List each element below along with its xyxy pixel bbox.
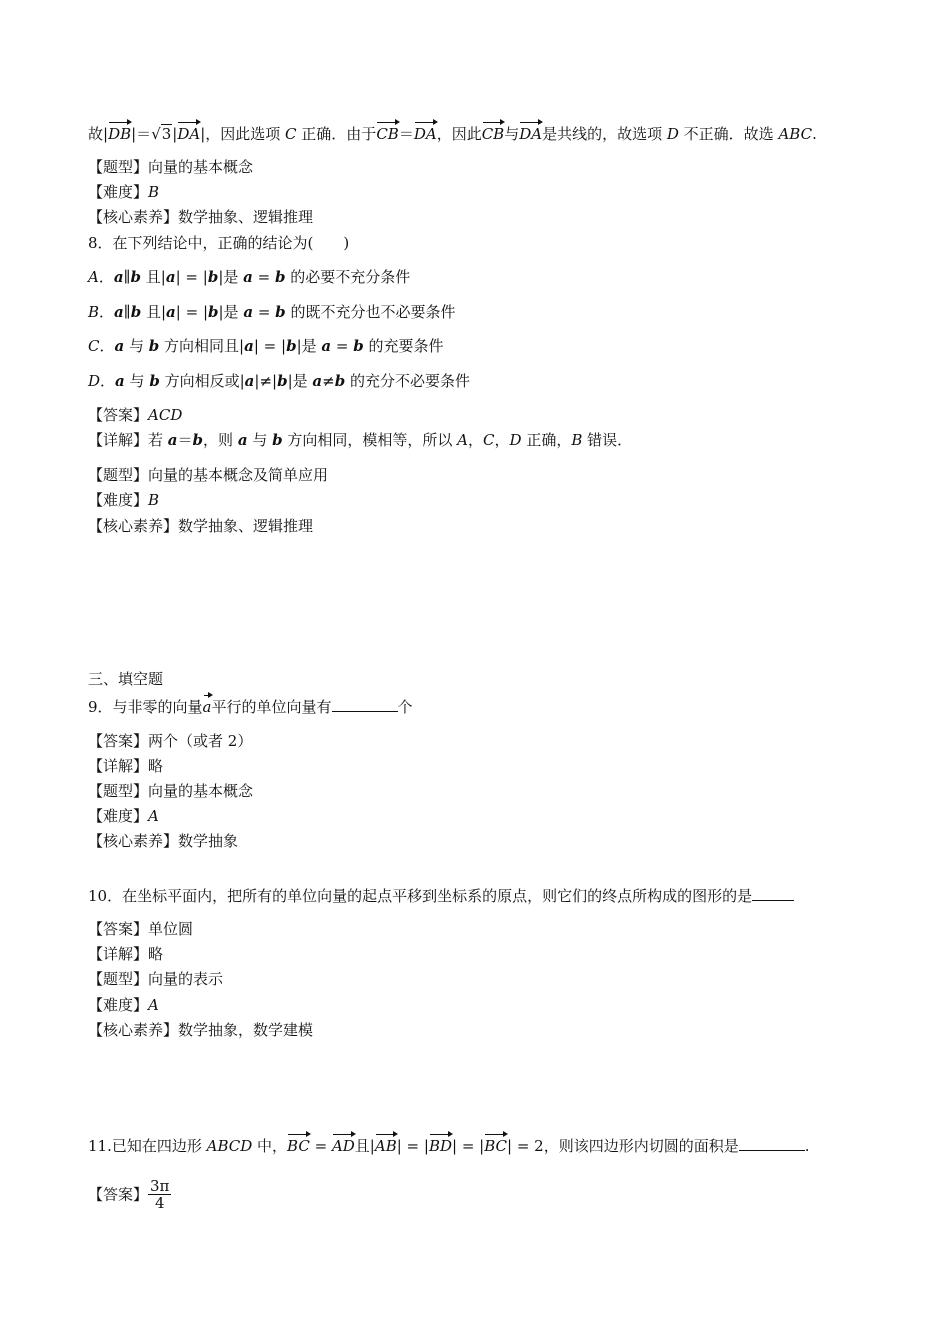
q9-difficulty: [88, 806, 159, 826]
label: 【难度】: [88, 491, 149, 509]
text: ≠: [322, 372, 335, 390]
text: 方向相同且|: [159, 337, 245, 355]
text: | = 2，则该四边形内切圆的面积是: [507, 1137, 739, 1155]
text: ，: [468, 431, 484, 449]
text: 平行的单位向量有: [211, 698, 332, 716]
value: 向量的基本概念及简单应用: [148, 466, 329, 484]
q9-core: [88, 831, 238, 851]
label: 【答案】: [88, 732, 149, 750]
vector-da: DA: [177, 125, 201, 143]
vec-a: a: [167, 431, 178, 449]
vec-a: a: [244, 337, 254, 355]
quad-name: ABCD: [206, 1137, 253, 1155]
label: 【难度】: [88, 996, 149, 1014]
label: 【答案】: [88, 1185, 149, 1204]
label: 【难度】: [88, 183, 149, 201]
vec-b: b: [208, 303, 219, 321]
text: | = |: [396, 1137, 429, 1155]
letter: C: [483, 431, 495, 449]
text: 9．与非零的向量: [88, 698, 203, 716]
value: 两个（或者 2）: [148, 732, 253, 750]
vector-bc: BC: [484, 1137, 507, 1155]
vec-a: a: [114, 303, 124, 321]
text: .: [804, 1137, 810, 1155]
vec-b: b: [353, 337, 364, 355]
text: | = |: [452, 1137, 485, 1155]
vec-a: a: [237, 431, 248, 449]
q8-option-a: [88, 267, 410, 287]
value: 数学抽象、逻辑推理: [178, 517, 314, 535]
vec-a: a: [243, 268, 253, 286]
vec-b: b: [272, 431, 283, 449]
q9-answer: [88, 731, 252, 751]
vec-b: b: [130, 303, 142, 321]
text: 且|: [354, 1137, 375, 1155]
text: 不正确．故选: [678, 125, 779, 143]
vec-b: b: [207, 268, 219, 286]
label: 【题型】: [88, 782, 149, 800]
text: 与: [124, 337, 149, 355]
vec-b: b: [286, 337, 297, 355]
text: 正确，: [521, 431, 572, 449]
equals: ＝: [398, 125, 414, 143]
radicand: 3: [161, 125, 172, 143]
text: 与: [124, 372, 150, 390]
text: |是: [218, 303, 244, 321]
value: B: [148, 183, 160, 201]
q10-difficulty: [88, 995, 159, 1015]
q8-type: [88, 465, 328, 485]
vec-b: b: [148, 337, 160, 355]
denominator: 4: [154, 1194, 165, 1212]
q8-difficulty: [88, 490, 159, 510]
q7-difficulty: [88, 182, 159, 202]
text: 与: [504, 125, 520, 143]
label: 【核心素养】: [88, 832, 179, 850]
text: ，则: [203, 431, 238, 449]
text: 10．在坐标平面内，把所有的单位向量的起点平移到坐标系的原点，则它们的终点所构成的图形的是: [88, 887, 753, 905]
text: 个: [397, 698, 413, 716]
letter: D: [509, 431, 522, 449]
vec-a: a: [113, 268, 124, 286]
value: A: [148, 996, 159, 1014]
text: |: [172, 125, 178, 143]
value: A: [148, 807, 159, 825]
q8-answer: [88, 405, 182, 425]
letter: C: [88, 337, 100, 355]
text: ，: [494, 431, 510, 449]
vector-ab: AB: [374, 1137, 397, 1155]
q11-answer: [88, 1178, 171, 1211]
q10-explanation: [88, 944, 163, 964]
option-d: D: [666, 125, 679, 143]
value: B: [148, 491, 160, 509]
sqrt-3: [151, 124, 172, 144]
text: 的充分不必要条件: [345, 372, 470, 390]
label: 【核心素养】: [88, 208, 179, 226]
label: 【答案】: [88, 406, 149, 424]
text: 的既不充分也不必要条件: [285, 303, 456, 321]
vec-a: a: [166, 303, 176, 321]
vec-a: a: [321, 337, 332, 355]
text: |≠|: [254, 372, 278, 390]
text: =: [253, 303, 276, 321]
vec-b: b: [149, 372, 160, 390]
vec-b: b: [277, 372, 288, 390]
q9-type: [88, 781, 253, 801]
explanation-continuation: [88, 124, 817, 144]
text: |是: [296, 337, 322, 355]
text: 若: [148, 431, 168, 449]
q8-explanation: [88, 430, 632, 450]
text: =: [309, 1137, 332, 1155]
letter: B: [88, 303, 100, 321]
letter: A: [457, 431, 468, 449]
q8-core: [88, 516, 313, 536]
text: 错误．: [582, 431, 633, 449]
value: 单位圆: [148, 920, 194, 938]
answer-blank: [332, 711, 398, 712]
value: ACD: [148, 406, 183, 424]
value: 略: [148, 945, 164, 963]
answer-fraction: [148, 1178, 171, 1211]
vector-cb: CB: [376, 125, 399, 143]
answer-blank: [752, 900, 794, 901]
text: 11.已知在四边形: [88, 1137, 207, 1155]
text: =: [252, 268, 275, 286]
text: | = |: [175, 303, 208, 321]
parallel: ∥: [123, 303, 131, 321]
text: 中，: [252, 1137, 288, 1155]
text: 故|: [88, 125, 109, 143]
vec-a: a: [244, 372, 255, 390]
label: 【答案】: [88, 920, 149, 938]
label: 【核心素养】: [88, 517, 179, 535]
option-c: C: [285, 125, 297, 143]
value: 略: [148, 757, 164, 775]
label: 【题型】: [88, 158, 149, 176]
text: ＝: [177, 431, 193, 449]
text: | = |: [175, 268, 208, 286]
vec-a: a: [115, 372, 125, 390]
vector-da: DA: [413, 125, 437, 143]
text: ．: [99, 337, 115, 355]
vec-a: a: [312, 372, 323, 390]
letter: B: [571, 431, 583, 449]
vector-cb: CB: [481, 125, 505, 143]
vector-db: DB: [108, 125, 132, 143]
q8-stem: 8．在下列结论中，正确的结论为( ): [88, 234, 350, 252]
q9-explanation: [88, 756, 163, 776]
text: ，因此: [436, 125, 482, 143]
vector-bc: BC: [287, 1137, 310, 1155]
text: |是: [287, 372, 313, 390]
vector-da: DA: [519, 125, 543, 143]
text: 的充要条件: [363, 337, 444, 355]
text: 且|: [141, 268, 166, 286]
text: 且|: [141, 303, 167, 321]
value: 数学抽象、逻辑推理: [178, 208, 314, 226]
text: | = |: [253, 337, 287, 355]
q9-stem: [88, 697, 413, 717]
value: 数学抽象: [178, 832, 239, 850]
letter: A: [88, 268, 99, 286]
text: 方向相反或|: [159, 372, 245, 390]
text: 是共线的，故选项: [542, 125, 667, 143]
answer-abc: ABC: [778, 125, 813, 143]
value: 数学抽象，数学建模: [178, 1021, 314, 1039]
q11-stem: [88, 1136, 809, 1156]
label: 【题型】: [88, 970, 149, 988]
text: 方向相同，模相等，所以: [282, 431, 458, 449]
text: ．: [98, 268, 114, 286]
q8-option-d: [88, 371, 470, 391]
vector-bd: BD: [428, 1137, 452, 1155]
label: 【题型】: [88, 466, 149, 484]
text: ．: [99, 303, 115, 321]
parallel: ∥: [123, 268, 131, 286]
value: 向量的基本概念: [148, 158, 254, 176]
q7-type: [88, 157, 253, 177]
label: 【详解】: [88, 945, 149, 963]
numerator: 3π: [150, 1177, 170, 1195]
vector-ad: AD: [331, 1137, 355, 1155]
value: 向量的表示: [148, 970, 224, 988]
label: 【详解】: [88, 431, 149, 449]
vec-a: a: [114, 337, 125, 355]
value: 向量的基本概念: [148, 782, 254, 800]
vec-b: b: [192, 431, 204, 449]
vector-a: a: [202, 698, 212, 716]
text: |是: [218, 268, 244, 286]
text: 的必要不充分条件: [285, 268, 411, 286]
letter: D: [88, 372, 101, 390]
text: 正确．由于: [296, 125, 377, 143]
section-title: 三、填空题: [88, 670, 164, 688]
text: |＝: [131, 125, 152, 143]
label: 【核心素养】: [88, 1021, 179, 1039]
q7-core: [88, 207, 313, 227]
vec-b: b: [274, 268, 286, 286]
vec-a: a: [165, 268, 176, 286]
q8-option-b: [88, 302, 455, 322]
vec-a: a: [243, 303, 254, 321]
text: ．: [100, 372, 116, 390]
answer-blank: [739, 1150, 805, 1151]
text: |，因此选项: [200, 125, 286, 143]
vec-b: b: [275, 303, 286, 321]
vec-b: b: [334, 372, 346, 390]
q8-option-c: [88, 336, 444, 356]
text: .: [812, 125, 817, 143]
text: =: [331, 337, 354, 355]
q10-type: [88, 969, 223, 989]
text: 与: [247, 431, 273, 449]
sqrt-sign: √: [151, 125, 161, 143]
q10-stem: [88, 886, 794, 906]
q10-core: [88, 1020, 313, 1040]
q10-answer: [88, 919, 193, 939]
label: 【详解】: [88, 757, 149, 775]
vec-b: b: [130, 268, 142, 286]
label: 【难度】: [88, 807, 149, 825]
